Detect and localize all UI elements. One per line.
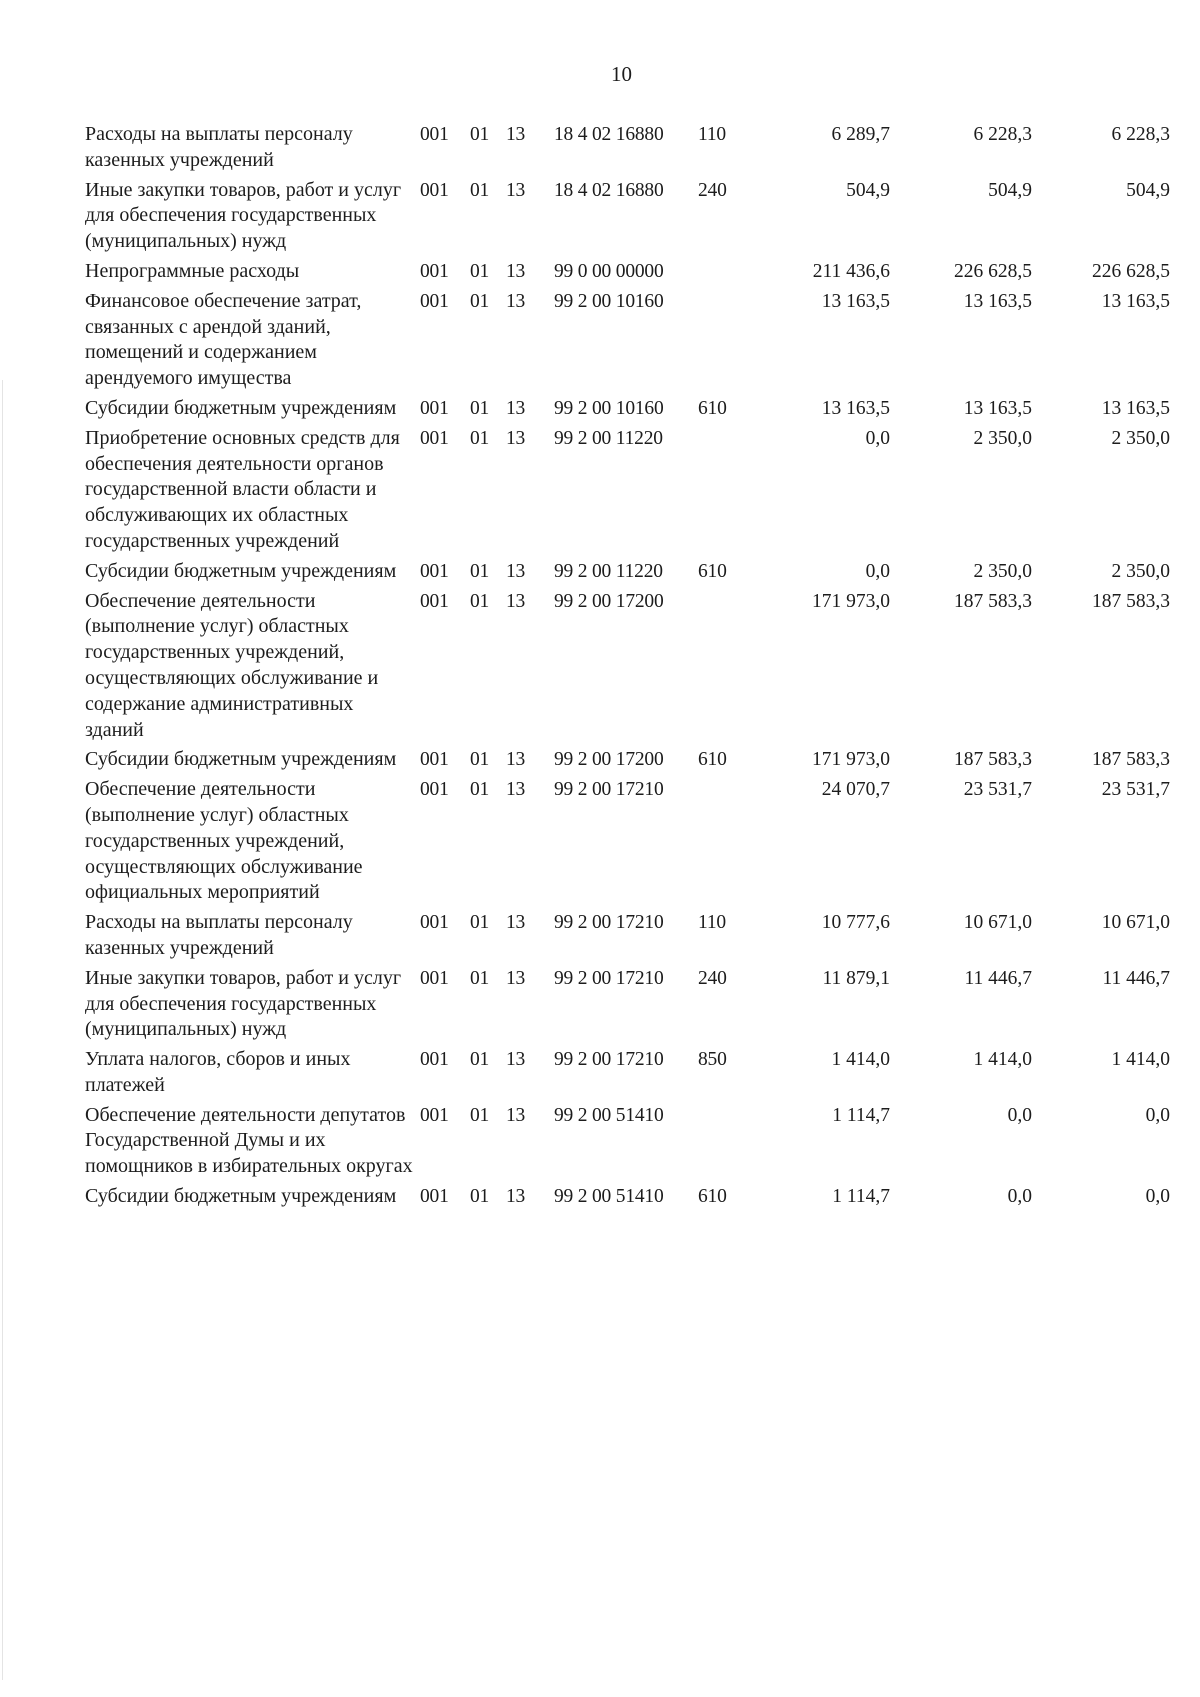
expense-type-code-cell: 240 [698, 967, 727, 989]
amount-year3-cell: 6 228,3 [1111, 124, 1170, 145]
table-row [85, 910, 1170, 966]
department-code-cell: 001 [420, 124, 449, 145]
amount-year2-cell: 226 628,5 [954, 260, 1032, 282]
expense-name-cell: Субсидии бюджетным учреждениям [85, 396, 397, 419]
section-code-cell: 01 [470, 290, 490, 312]
section-code-cell: 01 [470, 590, 490, 612]
amount-year1-cell: 11 879,1 [822, 967, 890, 989]
section-code-cell: 01 [470, 779, 490, 801]
expense-name-cell: Приобретение основных средств для обеспечения деятельности органов государственной власти области и обслуживающих их областных государственных учреждений [85, 426, 400, 552]
expense-name-cell: Обеспечение деятельности (выполнение услуг) областных государственных учреждений, осуществляющих обслуживание и содержание административных зданий [85, 589, 379, 741]
amount-year3-cell: 2 350,0 [1111, 560, 1170, 582]
target-article-code-cell: 99 2 00 17210 [554, 1049, 664, 1071]
target-article-code-cell: 99 2 00 11220 [554, 560, 663, 582]
table-row [85, 966, 1170, 1047]
department-code-cell: 001 [420, 290, 449, 312]
amount-year1-cell: 6 289,7 [831, 124, 890, 145]
department-code-cell: 001 [420, 179, 449, 201]
section-code-cell: 01 [470, 427, 490, 449]
department-code-cell: 001 [420, 912, 449, 934]
target-article-code-cell: 99 2 00 10160 [554, 397, 664, 419]
expense-type-code-cell: 110 [698, 912, 726, 934]
subsection-code-cell: 13 [506, 1049, 526, 1071]
subsection-code-cell: 13 [506, 124, 526, 145]
table-row [85, 396, 1170, 426]
amount-year2-cell: 187 583,3 [954, 590, 1032, 612]
amount-year3-cell: 1 414,0 [1111, 1049, 1170, 1071]
table-row [85, 178, 1170, 259]
amount-year1-cell: 171 973,0 [812, 749, 890, 771]
target-article-code-cell: 99 2 00 17200 [554, 749, 664, 771]
amount-year2-cell: 187 583,3 [954, 749, 1032, 771]
expense-type-code-cell: 110 [698, 124, 726, 145]
expense-name-cell: Непрограммные расходы [85, 259, 300, 282]
expense-name-cell: Иные закупки товаров, работ и услуг для обеспечения государственных (муниципальных) нужд [85, 966, 402, 1041]
target-article-code-cell: 18 4 02 16880 [554, 124, 664, 145]
expense-type-code-cell: 610 [698, 1186, 727, 1208]
amount-year2-cell: 504,9 [988, 179, 1032, 201]
section-code-cell: 01 [470, 397, 490, 419]
amount-year3-cell: 504,9 [1126, 179, 1170, 201]
amount-year2-cell: 23 531,7 [963, 779, 1032, 801]
amount-year1-cell: 171 973,0 [812, 590, 890, 612]
expense-type-code-cell [698, 589, 757, 748]
subsection-code-cell: 13 [506, 1104, 526, 1126]
expense-type-code-cell [698, 259, 757, 289]
section-code-cell: 01 [470, 749, 490, 771]
amount-year1-cell: 0,0 [865, 560, 890, 582]
amount-year3-cell: 0,0 [1145, 1104, 1170, 1126]
expense-name-cell: Финансовое обеспечение затрат, связанных с арендой зданий, помещений и содержанием арендуемого имущества [85, 289, 362, 390]
department-code-cell: 001 [420, 590, 449, 612]
target-article-code-cell: 99 2 00 17210 [554, 912, 664, 934]
amount-year1-cell: 1 414,0 [831, 1049, 890, 1071]
amount-year1-cell: 0,0 [865, 427, 890, 449]
amount-year2-cell: 13 163,5 [963, 397, 1032, 419]
amount-year1-cell: 211 436,6 [812, 260, 890, 282]
table-row [85, 559, 1170, 589]
subsection-code-cell: 13 [506, 427, 526, 449]
amount-year1-cell: 13 163,5 [821, 290, 890, 312]
target-article-code-cell: 99 2 00 11220 [554, 427, 663, 449]
amount-year3-cell: 226 628,5 [1092, 260, 1170, 282]
expense-type-code-cell [698, 1103, 757, 1184]
amount-year1-cell: 13 163,5 [821, 397, 890, 419]
amount-year2-cell: 0,0 [1007, 1104, 1032, 1126]
expense-name-cell: Субсидии бюджетным учреждениям [85, 748, 397, 771]
expense-name-cell: Субсидии бюджетным учреждениям [85, 1185, 397, 1208]
amount-year3-cell: 2 350,0 [1111, 427, 1170, 449]
amount-year3-cell: 0,0 [1145, 1186, 1170, 1208]
table-row [85, 122, 1170, 178]
amount-year2-cell: 2 350,0 [973, 427, 1032, 449]
budget-table [85, 122, 1170, 1214]
department-code-cell: 001 [420, 260, 449, 282]
amount-year2-cell: 6 228,3 [973, 124, 1032, 145]
department-code-cell: 001 [420, 967, 449, 989]
expense-name-cell: Расходы на выплаты персоналу казенных учреждений [85, 911, 353, 959]
department-code-cell: 001 [420, 749, 449, 771]
subsection-code-cell: 13 [506, 967, 526, 989]
department-code-cell: 001 [420, 1104, 449, 1126]
section-code-cell: 01 [470, 912, 490, 934]
amount-year3-cell: 13 163,5 [1101, 397, 1170, 419]
amount-year1-cell: 504,9 [846, 179, 890, 201]
amount-year3-cell: 187 583,3 [1092, 590, 1170, 612]
subsection-code-cell: 13 [506, 1186, 526, 1208]
expense-type-code-cell: 610 [698, 749, 727, 771]
amount-year3-cell: 10 671,0 [1101, 912, 1170, 934]
table-row [85, 426, 1170, 559]
amount-year3-cell: 23 531,7 [1101, 779, 1170, 801]
expense-type-code-cell: 610 [698, 560, 727, 582]
amount-year2-cell: 10 671,0 [963, 912, 1032, 934]
table-row [85, 589, 1170, 748]
target-article-code-cell: 99 0 00 00000 [554, 260, 664, 282]
section-code-cell: 01 [470, 967, 490, 989]
amount-year2-cell: 2 350,0 [973, 560, 1032, 582]
target-article-code-cell: 99 2 00 17210 [554, 779, 664, 801]
section-code-cell: 01 [470, 1186, 490, 1208]
section-code-cell: 01 [470, 260, 490, 282]
department-code-cell: 001 [420, 1049, 449, 1071]
amount-year3-cell: 13 163,5 [1101, 290, 1170, 312]
section-code-cell: 01 [470, 179, 490, 201]
expense-name-cell: Обеспечение деятельности депутатов Государственной Думы и их помощников в избирательных округах [85, 1103, 413, 1178]
expense-type-code-cell [698, 426, 757, 559]
amount-year2-cell: 11 446,7 [964, 967, 1032, 989]
target-article-code-cell: 99 2 00 17200 [554, 590, 664, 612]
page-number: 10 [611, 62, 632, 86]
table-row [85, 259, 1170, 289]
table-body [85, 122, 1170, 1214]
section-code-cell: 01 [470, 1049, 490, 1071]
department-code-cell: 001 [420, 779, 449, 801]
expense-name-cell: Субсидии бюджетным учреждениям [85, 559, 397, 582]
subsection-code-cell: 13 [506, 179, 526, 201]
amount-year1-cell: 24 070,7 [821, 779, 890, 801]
department-code-cell: 001 [420, 1186, 449, 1208]
expense-name-cell: Расходы на выплаты персоналу казенных учреждений [85, 123, 353, 171]
subsection-code-cell: 13 [506, 560, 526, 582]
department-code-cell: 001 [420, 560, 449, 582]
amount-year3-cell: 187 583,3 [1092, 749, 1170, 771]
amount-year2-cell: 13 163,5 [963, 290, 1032, 312]
amount-year3-cell: 11 446,7 [1102, 967, 1170, 989]
target-article-code-cell: 99 2 00 17210 [554, 967, 664, 989]
amount-year1-cell: 1 114,7 [832, 1104, 890, 1126]
expense-type-code-cell: 240 [698, 179, 727, 201]
target-article-code-cell: 18 4 02 16880 [554, 179, 664, 201]
expense-name-cell: Уплата налогов, сборов и иных платежей [85, 1048, 351, 1096]
amount-year2-cell: 1 414,0 [973, 1049, 1032, 1071]
expense-name-cell: Обеспечение деятельности (выполнение услуг) областных государственных учреждений, осуществляющих обслуживание официальных мероприятий [85, 778, 363, 904]
subsection-code-cell: 13 [506, 590, 526, 612]
expense-type-code-cell: 610 [698, 397, 727, 419]
amount-year1-cell: 10 777,6 [821, 912, 890, 934]
department-code-cell: 001 [420, 397, 449, 419]
amount-year2-cell: 0,0 [1007, 1186, 1032, 1208]
subsection-code-cell: 13 [506, 397, 526, 419]
section-code-cell: 01 [470, 1104, 490, 1126]
expense-type-code-cell [698, 289, 757, 396]
table-row [85, 747, 1170, 777]
target-article-code-cell: 99 2 00 10160 [554, 290, 664, 312]
table-row [85, 777, 1170, 910]
section-code-cell: 01 [470, 560, 490, 582]
subsection-code-cell: 13 [506, 260, 526, 282]
subsection-code-cell: 13 [506, 912, 526, 934]
department-code-cell: 001 [420, 427, 449, 449]
scan-edge-mark [2, 380, 3, 1680]
subsection-code-cell: 13 [506, 290, 526, 312]
expense-name-cell: Иные закупки товаров, работ и услуг для обеспечения государственных (муниципальных) нужд [85, 178, 402, 253]
expense-type-code-cell: 850 [698, 1049, 727, 1071]
table-row [85, 289, 1170, 396]
section-code-cell: 01 [470, 124, 490, 145]
target-article-code-cell: 99 2 00 51410 [554, 1186, 664, 1208]
table-row [85, 1184, 1170, 1214]
expense-type-code-cell [698, 777, 757, 910]
subsection-code-cell: 13 [506, 779, 526, 801]
amount-year1-cell: 1 114,7 [832, 1186, 890, 1208]
subsection-code-cell: 13 [506, 749, 526, 771]
table-row [85, 1047, 1170, 1103]
target-article-code-cell: 99 2 00 51410 [554, 1104, 664, 1126]
table-row [85, 1103, 1170, 1184]
